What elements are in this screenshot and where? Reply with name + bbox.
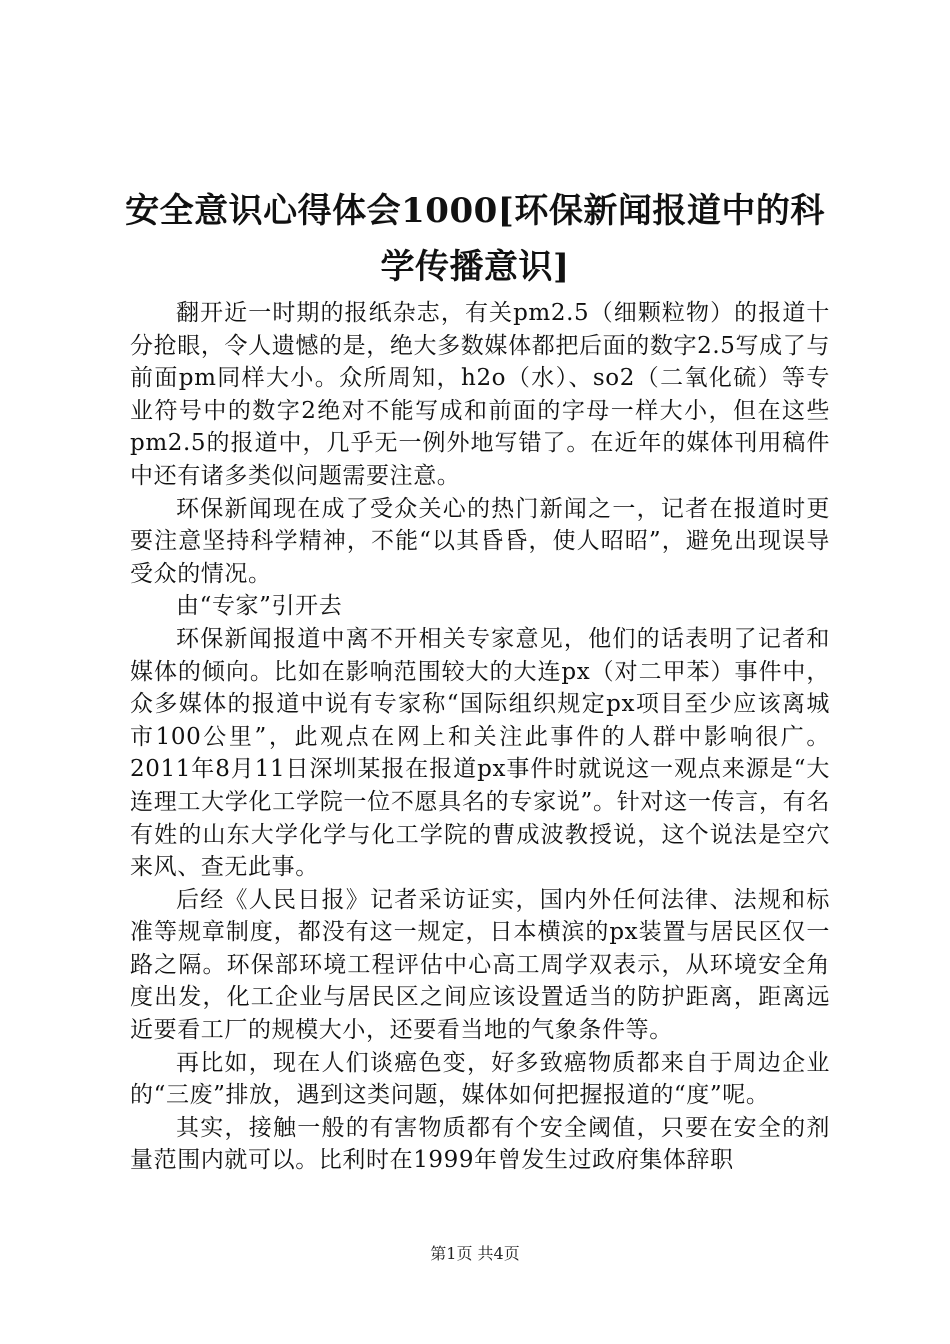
section-heading: 由“专家”引开去 bbox=[176, 593, 343, 620]
paragraph: 后经《人民日报》记者采访证实，国内外任何法律、法规和标准等规章制度，都没有这一规定，日本横滨的px装置与居民区仅一路之隔。环保部环境工程评估中心高工周学双表示，从环境安全角度出发，化工企业与居民区之间应该设置适当的防护距离，距离远近要看工厂的规模大小，还要看当地的气象条件等。 bbox=[130, 886, 830, 1044]
paragraph: 环保新闻现在成了受众关心的热门新闻之一，记者在报道时更要注意坚持科学精神，不能“以其昏昏，使人昭昭”，避免出现误导受众的情况。 bbox=[130, 495, 830, 587]
page-number: 第1页 共4页 bbox=[430, 1244, 520, 1263]
document-title: 安全意识心得体会1000[环保新闻报道中的科学传播意识] bbox=[125, 191, 825, 287]
paragraph: 环保新闻报道中离不开相关专家意见，他们的话表明了记者和媒体的倾向。比如在影响范围较大的大连px（对二甲苯）事件中，众多媒体的报道中说有专家称“国际组织规定px项目至少应该离城市100公里”，此观点在网上和关注此事件的人群中影响很广。2011年8月11日深圳某报在报道px事件时就说这一观点来源是“大连理工大学化工学院一位不愿具名的专家说”。针对这一传言，有名有姓的山东大学化学与化工学院的曹成波教授说，这个说法是空穴来风、查无此事。 bbox=[130, 625, 830, 881]
paragraph: 其实，接触一般的有害物质都有个安全阈值，只要在安全的剂量范围内就可以。比利时在1999年曾发生过政府集体辞职 bbox=[130, 1114, 830, 1174]
paragraph: 再比如，现在人们谈癌色变，好多致癌物质都来自于周边企业的“三废”排放，遇到这类问题，媒体如何把握报道的“度”呢。 bbox=[130, 1049, 830, 1109]
document-body bbox=[130, 297, 830, 1177]
paragraph: 翻开近一时期的报纸杂志，有关pm2.5（细颗粒物）的报道十分抢眼，令人遗憾的是，绝大多数媒体都把后面的数字2.5写成了与前面pm同样大小。众所周知，h2o（水）、so2（二氧化硫）等专业符号中的数字2绝对不能写成和前面的字母一样大小，但在这些pm2.5的报道中，几乎无一例外地写错了。在近年的媒体刊用稿件中还有诸多类似问题需要注意。 bbox=[130, 300, 830, 489]
